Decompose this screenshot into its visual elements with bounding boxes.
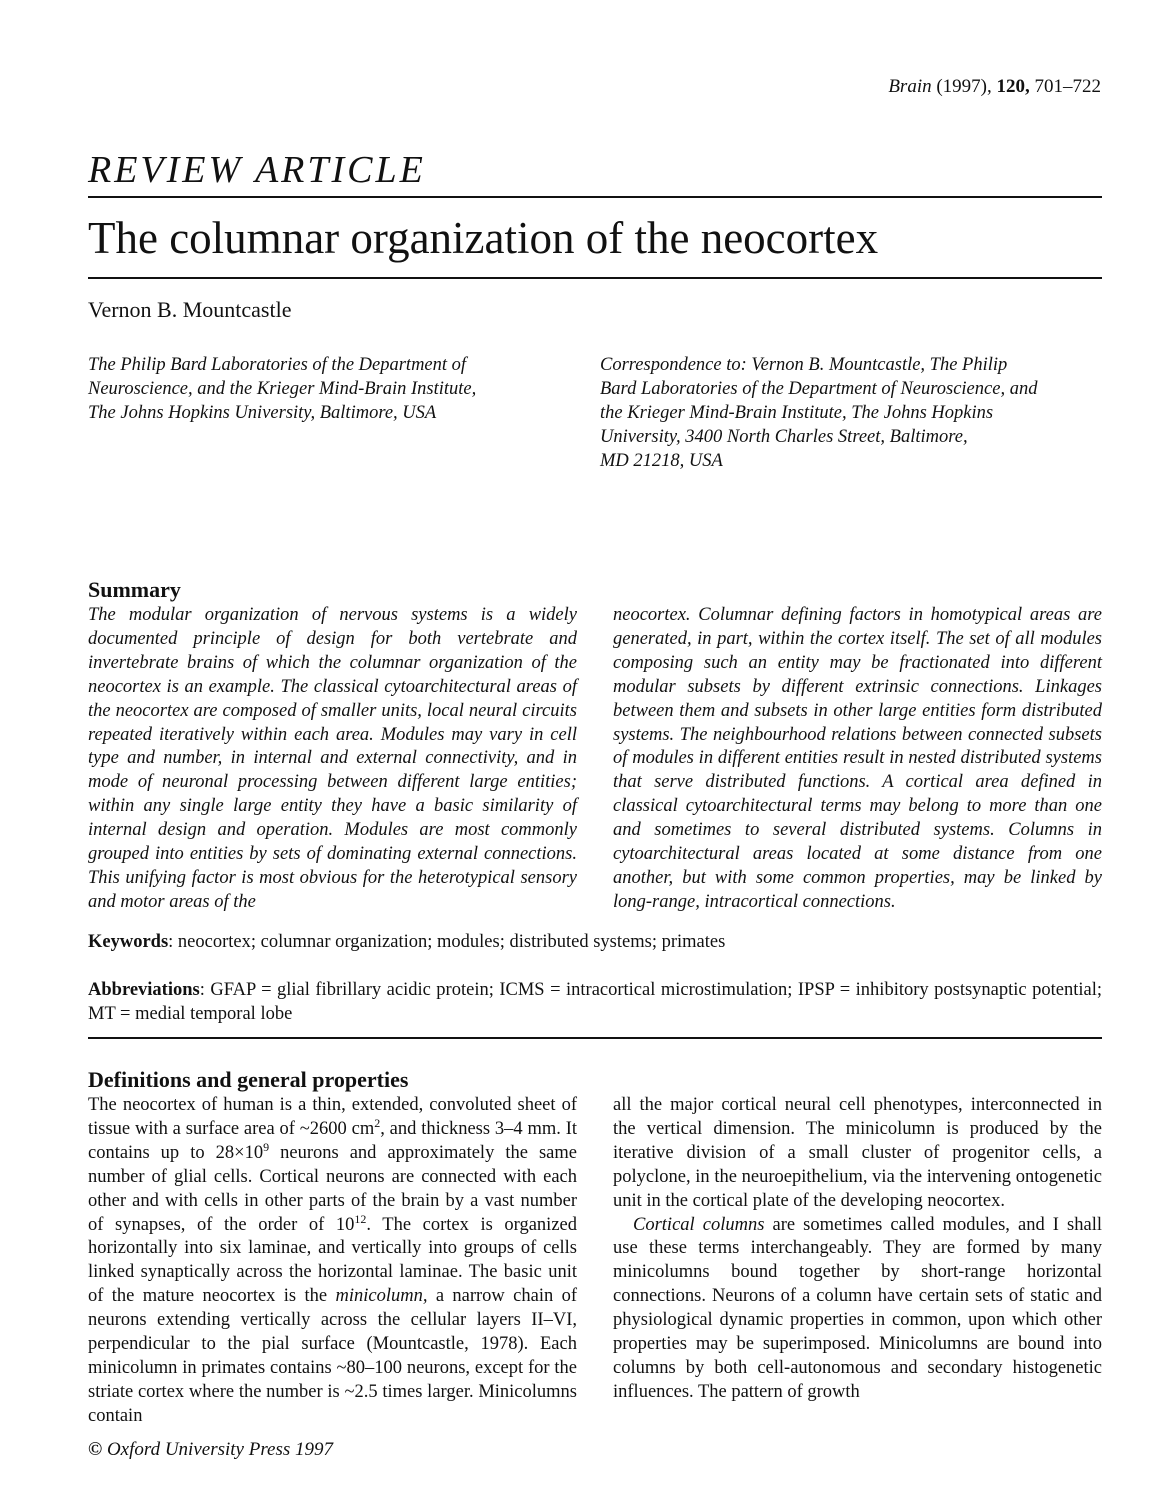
keywords: [88, 931, 1102, 955]
section-heading: Definitions and general properties: [88, 1067, 409, 1092]
keywords-text: : neocortex; columnar organization; modules; distributed systems; primates: [168, 932, 726, 952]
affiliation-line: The Philip Bard Laboratories of the Department of: [88, 355, 467, 375]
copyright-footer: [88, 1439, 333, 1461]
correspondence-line: Bard Laboratories of the Department of Neuroscience, and: [600, 379, 1038, 399]
copyright-icon: ©: [88, 1439, 103, 1460]
summary-heading: Summary: [88, 577, 181, 602]
rule-before-body: [88, 1037, 1102, 1039]
summary-paragraph: neocortex. Columnar defining factors in homotypical areas are generated, in part, within the cortex itself. The set of all modules composing such an entity may be fractionated into different modular subsets by different extrinsic connections. Linkages between them and subsets in other large entities form distributed systems. The neighbourhood relations between connected subsets of modules in different entities result in nested distributed systems that serve distributed functions. A cortical area defined in classical cytoarchitectural terms may belong to more than one and sometimes to several distributed systems. Columns in cytoarchitectural areas located at some distance from one another, but with some common properties, may be linked by long-range, intracortical connections.: [613, 605, 1102, 912]
publisher: Oxford University Press 1997: [102, 1439, 333, 1460]
article-title: The columnar organization of the neocortex: [88, 213, 879, 263]
summary-paragraph: The modular organization of nervous systems is a widely documented principle of design for both vertebrate and invertebrate brains of which the columnar organization of the neocortex is an example. The classical cytoarchitectural areas of the neocortex are composed of smaller units, local neural circuits repeated iteratively within each area. Modules may vary in cell type and number, in internal and external connectivity, and in mode of neuronal processing between different large entities; within any single large entity they have a basic similarity of internal design and operation. Modules are most commonly grouped into entities by sets of dominating external connections. This unifying factor is most obvious for the heterotypical sensory and motor areas of the: [88, 605, 577, 912]
affiliation: [88, 353, 476, 425]
rule-top: [88, 196, 1102, 198]
correspondence-line: University, 3400 North Charles Street, Baltimore,: [600, 427, 968, 447]
author: Vernon B. Mountcastle: [88, 297, 292, 322]
correspondence-line: MD 21218, USA: [600, 451, 723, 471]
body-right-column: [613, 1094, 1102, 1405]
abbreviations: [88, 979, 1102, 1027]
affiliation-line: The Johns Hopkins University, Baltimore, USA: [88, 403, 437, 423]
journal-year: (1997),: [936, 76, 992, 97]
correspondence-line: Correspondence to: Vernon B. Mountcastle, The Philip: [600, 355, 1008, 375]
body-left-column: [88, 1094, 577, 1429]
term-minicolumn: minicolumn,: [335, 1286, 428, 1307]
body-paragraph: all the major cortical neural cell phenotypes, interconnected in the vertical dimension. The minicolumn is produced by the iterative division of a small cluster of progenitor cells, a polyclone, in the neuroepithelium, via the intervening ontogenetic unit in the cortical plate of the developing neocortex.: [613, 1095, 1102, 1211]
body-paragraph: The neocortex of human is a thin, extended, convoluted sheet of tissue with a surface area of ~2600 $cm^2$, and thickness 3–4 mm. It contains up to $28\times 10^9$ neurons and approximately the same number of glial cells. Cortical neurons are connected with each other and with cells in other parts of the brain by a vast number of synapses, of the order of $10^{12}$. The cortex is organized horizontally into six laminae, and vertically into groups of cells linked synaptically across the horizontal laminae. The basic unit of the mature neocortex is the minicolumn, a narrow chain of neurons extending vertically across the cellular layers II–VI, perpendicular to the pial surface (Mountcastle, 1978). Each minicolumn in primates contains ~80–100 neurons, except for the striate cortex where the number is ~2.5 times larger. Minicolumns contain: [88, 1095, 578, 1426]
article-type: REVIEW ARTICLE: [88, 149, 426, 191]
abbreviations-label: Abbreviations: [88, 980, 200, 1000]
term-cortical-columns: Cortical columns: [633, 1214, 765, 1235]
summary-right-column: [613, 604, 1102, 915]
body-paragraph: Cortical columns are sometimes called modules, and I shall use these terms interchangeably. They are formed by many minicolumns bound together by short-range horizontal connections. Neurons of a column have certain sets of static and physiological dynamic properties in common, upon which other properties may be superimposed. Minicolumns are bound into columns by both cell-autonomous and secondary histogenetic influences. The pattern of growth: [613, 1214, 1102, 1402]
keywords-label: Keywords: [88, 932, 169, 952]
journal-pages: 701–722: [1034, 76, 1101, 97]
journal-citation: [888, 76, 1101, 98]
journal-volume: 120,: [996, 76, 1030, 97]
rule-under-title: [88, 277, 1102, 279]
abbreviations-text: : GFAP = glial fibrillary acidic protein; ICMS = intracortical microstimulation; IPSP = inhibitory postsynaptic potential; MT = medial temporal lobe: [88, 980, 1102, 1024]
correspondence: [600, 353, 1037, 473]
correspondence-line: the Krieger Mind-Brain Institute, The Johns Hopkins: [600, 403, 994, 423]
affiliation-line: Neuroscience, and the Krieger Mind-Brain Institute,: [88, 379, 477, 399]
journal-name: Brain: [888, 76, 932, 97]
summary-left-column: [88, 604, 577, 915]
